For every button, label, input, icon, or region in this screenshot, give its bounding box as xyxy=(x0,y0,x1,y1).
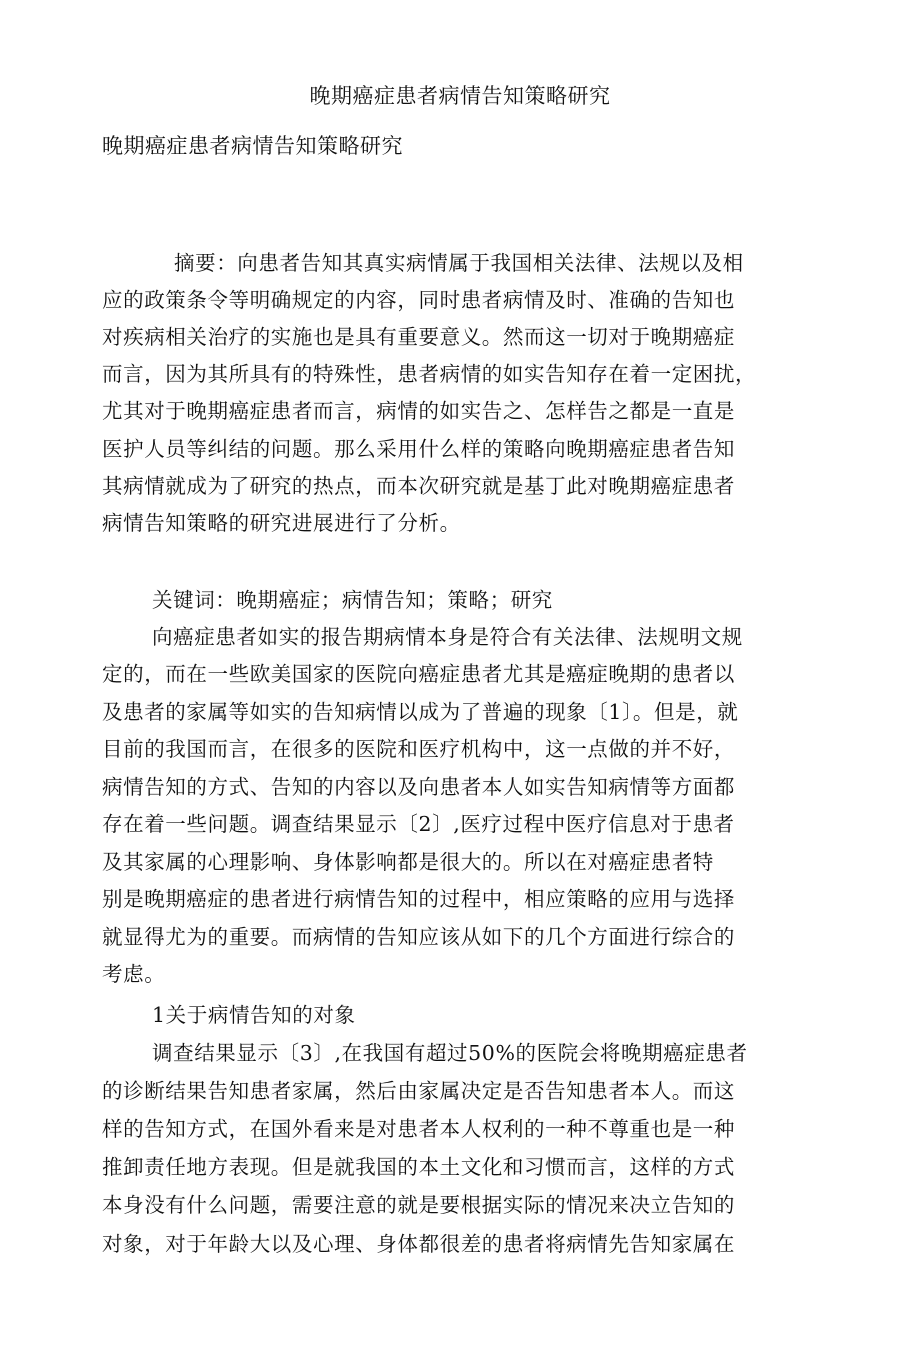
body-line: 存在着一些问题。调查结果显示〔2〕,医疗过程中医疗信息对于患者 xyxy=(102,812,735,836)
body-line: 病情告知的方式、告知的内容以及向患者本人如实告知病情等方面都 xyxy=(102,775,735,799)
body-line: 别是晚期癌症的患者进行病情告知的过程中，相应策略的应用与选择 xyxy=(102,887,735,911)
abstract-line: 对疾病相关治疗的实施也是具有重要意义。然而这一切对于晚期癌症 xyxy=(102,325,735,349)
body-line: 向癌症患者如实的报告期病情本身是符合有关法律、法规明文规 xyxy=(152,625,743,649)
body-line: 推卸责任地方表现。但是就我国的本土文化和习惯而言，这样的方式 xyxy=(102,1155,735,1179)
body-line: 定的，而在一些欧美国家的医院向癌症患者尤其是癌症晚期的患者以 xyxy=(102,662,735,686)
body-line: 本身没有什么问题，需要注意的就是要根据实际的情况来决立告知的 xyxy=(102,1193,735,1217)
section-heading: 1关于病情告知的对象 xyxy=(152,1003,356,1027)
body-line: 及患者的家属等如实的告知病情以成为了普遍的现象〔1〕。但是，就 xyxy=(102,700,739,724)
abstract-line: 病情告知策略的研究进展进行了分析。 xyxy=(102,511,461,535)
body-line: 就显得尤为的重要。而病情的告知应该从如下的几个方面进行综合的 xyxy=(102,925,735,949)
document-title: 晚期癌症患者病情告知策略研究 xyxy=(102,134,403,158)
page-header-title: 晚期癌症患者病情告知策略研究 xyxy=(309,84,611,108)
abstract-line: 应的政策条令等明确规定的内容，同时患者病情及时、准确的告知也 xyxy=(102,288,735,312)
keywords-line: 关键词：晚期癌症；病情告知；策略；研究 xyxy=(152,588,553,612)
abstract-line: 其病情就成为了研究的热点，而本次研究就是基丁此对晚期癌症患者 xyxy=(102,474,735,498)
abstract-line: 尤其对于晚期癌症患者而言，病情的如实告之、怎样告之都是一直是 xyxy=(102,399,735,423)
body-line: 目前的我国而言，在很多的医院和医疗机构中，这一点做的并不好， xyxy=(102,737,735,761)
body-line: 的诊断结果告知患者家属，然后由家属决定是否告知患者本人。而这 xyxy=(102,1079,735,1103)
abstract-line: 摘要：向患者告知其真实病情属于我国相关法律、法规以及相 xyxy=(174,251,744,275)
body-line: 样的告知方式，在国外看来是对患者本人权利的一种不尊重也是一种 xyxy=(102,1117,735,1141)
body-line: 对象，对于年龄大以及心理、身体都很差的患者将病情先告知家属在 xyxy=(102,1232,735,1256)
body-line: 及其家属的心理影响、身体影响都是很大的。所以在对癌症患者特 xyxy=(102,850,714,874)
abstract-line: 医护人员等纠结的问题。那么采用什么样的策略向晚期癌症患者告知 xyxy=(102,437,735,461)
body-line: 考虑。 xyxy=(102,962,166,986)
body-line: 调查结果显示〔3〕,在我国有超过50%的医院会将晚期癌症患者 xyxy=(152,1041,748,1065)
abstract-line: 而言，因为其所具有的特殊性，患者病情的如实告知存在着一定困扰， xyxy=(102,362,757,386)
